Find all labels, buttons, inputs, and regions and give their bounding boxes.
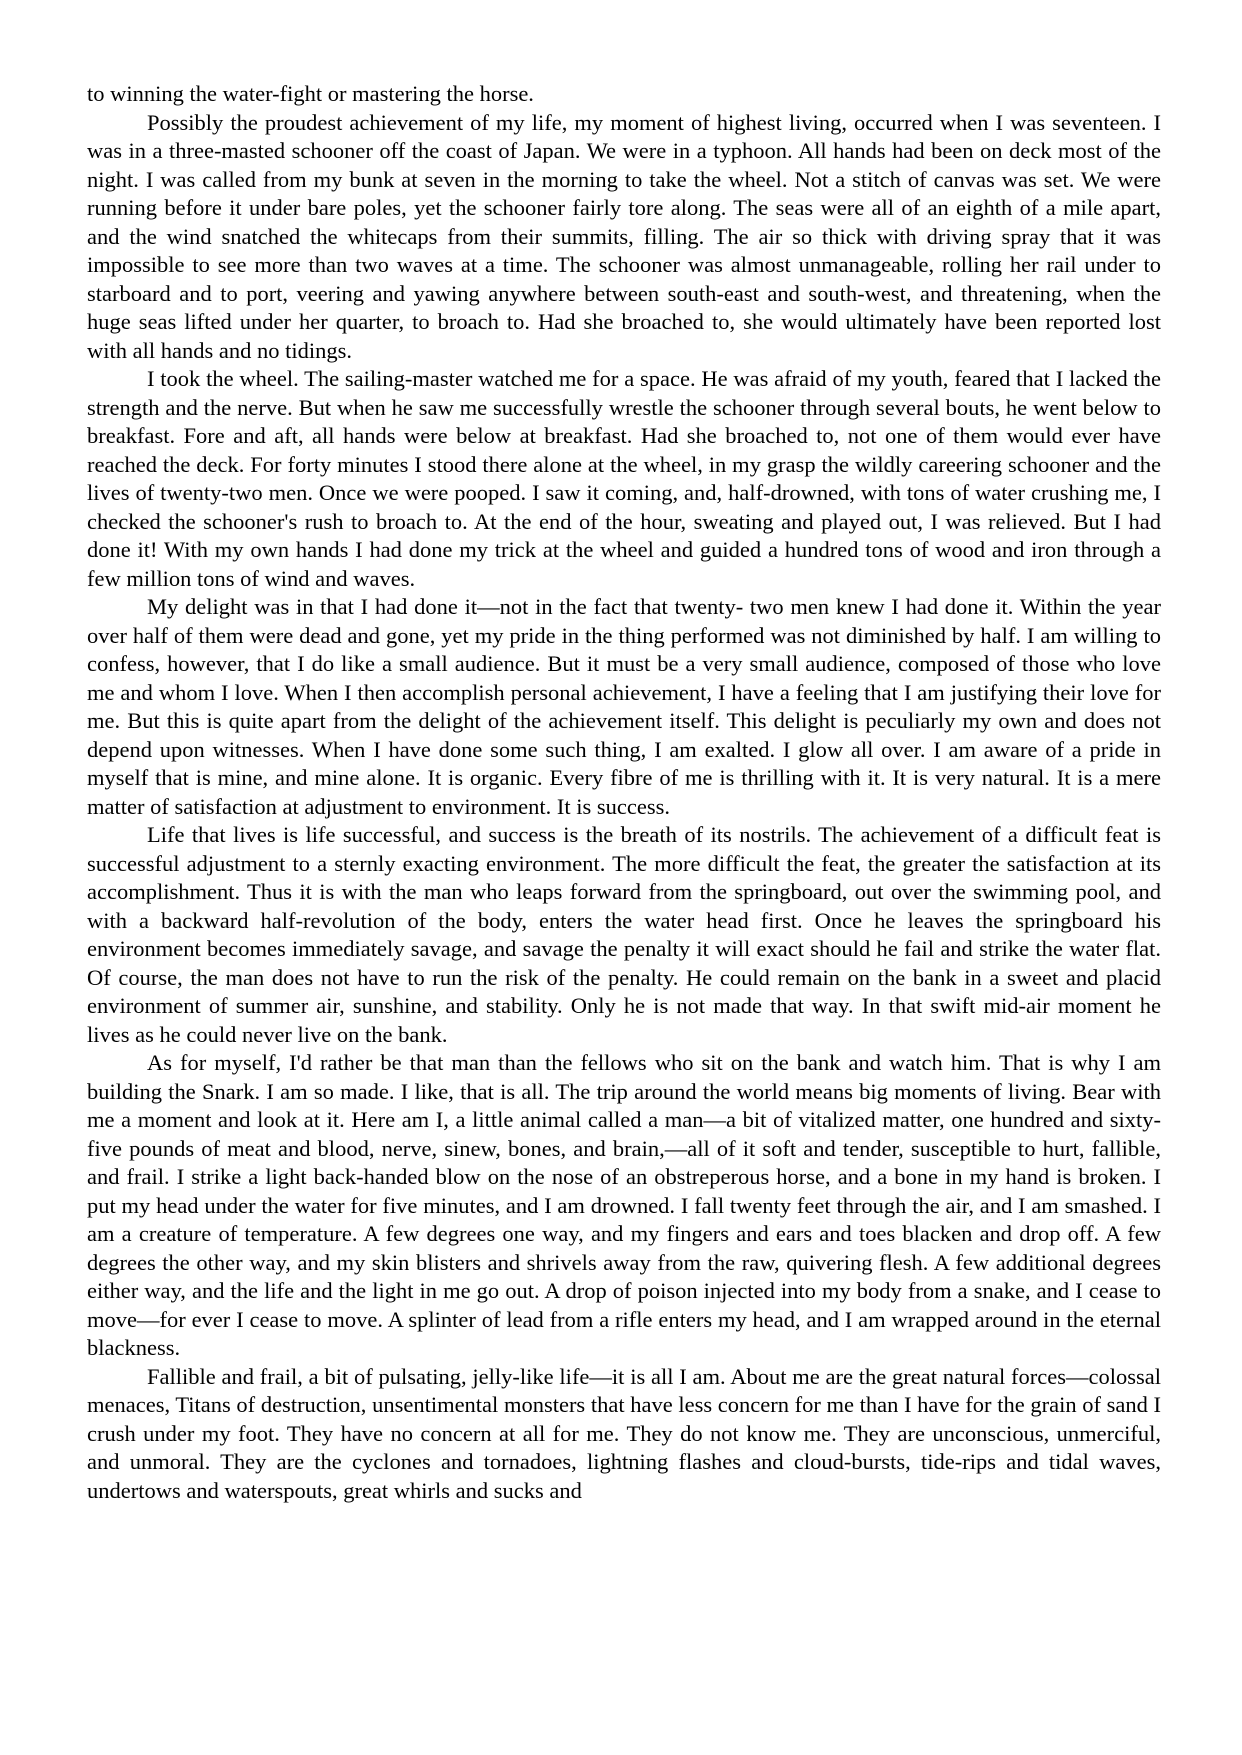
- book-page: [87, 80, 1161, 1505]
- paragraph-fallible: Fallible and frail, a bit of pulsating, jelly-like life—it is all I am. About me are the great natural forces—colossal menaces, Titans of destruction, unsentimental monsters that have less concern for me than I have for the grain of sand I crush under my foot. They have no concern at all for me. They do not know me. They are unconscious, unmerciful, and unmoral. They are the cyclones and tornadoes, lightning flashes and cloud-bursts, tide-rips and tidal waves, undertows and waterspouts, great whirls and sucks and: [87, 1363, 1161, 1503]
- paragraph-snark: As for myself, I'd rather be that man than the fellows who sit on the bank and watch him. That is why I am building the Snark. I am so made. I like, that is all. The trip around the world means big moments of living. Bear with me a moment and look at it. Here am I, a little animal called a man—a bit of vitalized matter, one hundred and sixty-five pounds of meat and blood, nerve, sinew, bones, and brain,—all of it soft and tender, susceptible to hurt, fallible, and frail. I strike a light back-handed blow on the nose of an obstreperous horse, and a bone in my hand is broken. I put my head under the water for five minutes, and I am drowned. I fall twenty feet through the air, and I am smashed. I am a creature of temperature. A few degrees one way, and my fingers and ears and toes blacken and drop off. A few degrees the other way, and my skin blisters and shrivels away from the raw, quivering flesh. A few additional degrees either way, and the life and the light in me go out. A drop of poison injected into my body from a snake, and I cease to move—for ever I cease to move. A splinter of lead from a rifle enters my head, and I am wrapped around in the eternal blackness.: [87, 1050, 1161, 1360]
- paragraph-delight: My delight was in that I had done it—not in the fact that twenty- two men knew I had done it. Within the year over half of them were dead and gone, yet my pride in the thing performed was not diminished by half. I am willing to confess, however, that I do like a small audience. But it must be a very small audience, composed of those who love me and whom I love. When I then accomplish personal achievement, I have a feeling that I am justifying their love for me. But this is quite apart from the delight of the achievement itself. This delight is peculiarly my own and does not depend upon witnesses. When I have done some such thing, I am exalted. I glow all over. I am aware of a pride in myself that is mine, and mine alone. It is organic. Every fibre of me is thrilling with it. It is very natural. It is a mere matter of satisfaction at adjustment to environment. It is success.: [87, 594, 1161, 819]
- paragraph-wheel: I took the wheel. The sailing-master watched me for a space. He was afraid of my youth, feared that I lacked the strength and the nerve. But when he saw me successfully wrestle the schooner through several bouts, he went below to breakfast. Fore and aft, all hands were below at breakfast. Had she broached to, not one of them would ever have reached the deck. For forty minutes I stood there alone at the wheel, in my grasp the wildly careering schooner and the lives of twenty-two men. Once we were pooped. I saw it coming, and, half-drowned, with tons of water crushing me, I checked the schooner's rush to broach to. At the end of the hour, sweating and played out, I was relieved. But I had done it! With my own hands I had done my trick at the wheel and guided a hundred tons of wood and iron through a few million tons of wind and waves.: [87, 366, 1161, 591]
- paragraph-continuation: to winning the water-fight or mastering the horse.: [87, 81, 534, 106]
- paragraph-life-successful: Life that lives is life successful, and success is the breath of its nostrils. The achievement of a difficult feat is successful adjustment to a sternly exacting environment. The more difficult the feat, the greater the satisfaction at its accomplishment. Thus it is with the man who leaps forward from the springboard, out over the swimming pool, and with a backward half-revolution of the body, enters the water head first. Once he leaves the springboard his environment becomes immediately savage, and savage the penalty it will exact should he fail and strike the water flat. Of course, the man does not have to run the risk of the penalty. He could remain on the bank in a sweet and placid environment of summer air, sunshine, and stability. Only he is not made that way. In that swift mid-air moment he lives as he could never live on the bank.: [87, 822, 1161, 1047]
- paragraph-typhoon: Possibly the proudest achievement of my life, my moment of highest living, occurred when I was seventeen. I was in a three-masted schooner off the coast of Japan. We were in a typhoon. All hands had been on deck most of the night. I was called from my bunk at seven in the morning to take the wheel. Not a stitch of canvas was set. We were running before it under bare poles, yet the schooner fairly tore along. The seas were all of an eighth of a mile apart, and the wind snatched the whitecaps from their summits, filling. The air so thick with driving spray that it was impossible to see more than two waves at a time. The schooner was almost unmanageable, rolling her rail under to starboard and to port, veering and yawing anywhere between south-east and south-west, and threatening, when the huge seas lifted under her quarter, to broach to. Had she broached to, she would ultimately have been reported lost with all hands and no tidings.: [87, 109, 1161, 363]
